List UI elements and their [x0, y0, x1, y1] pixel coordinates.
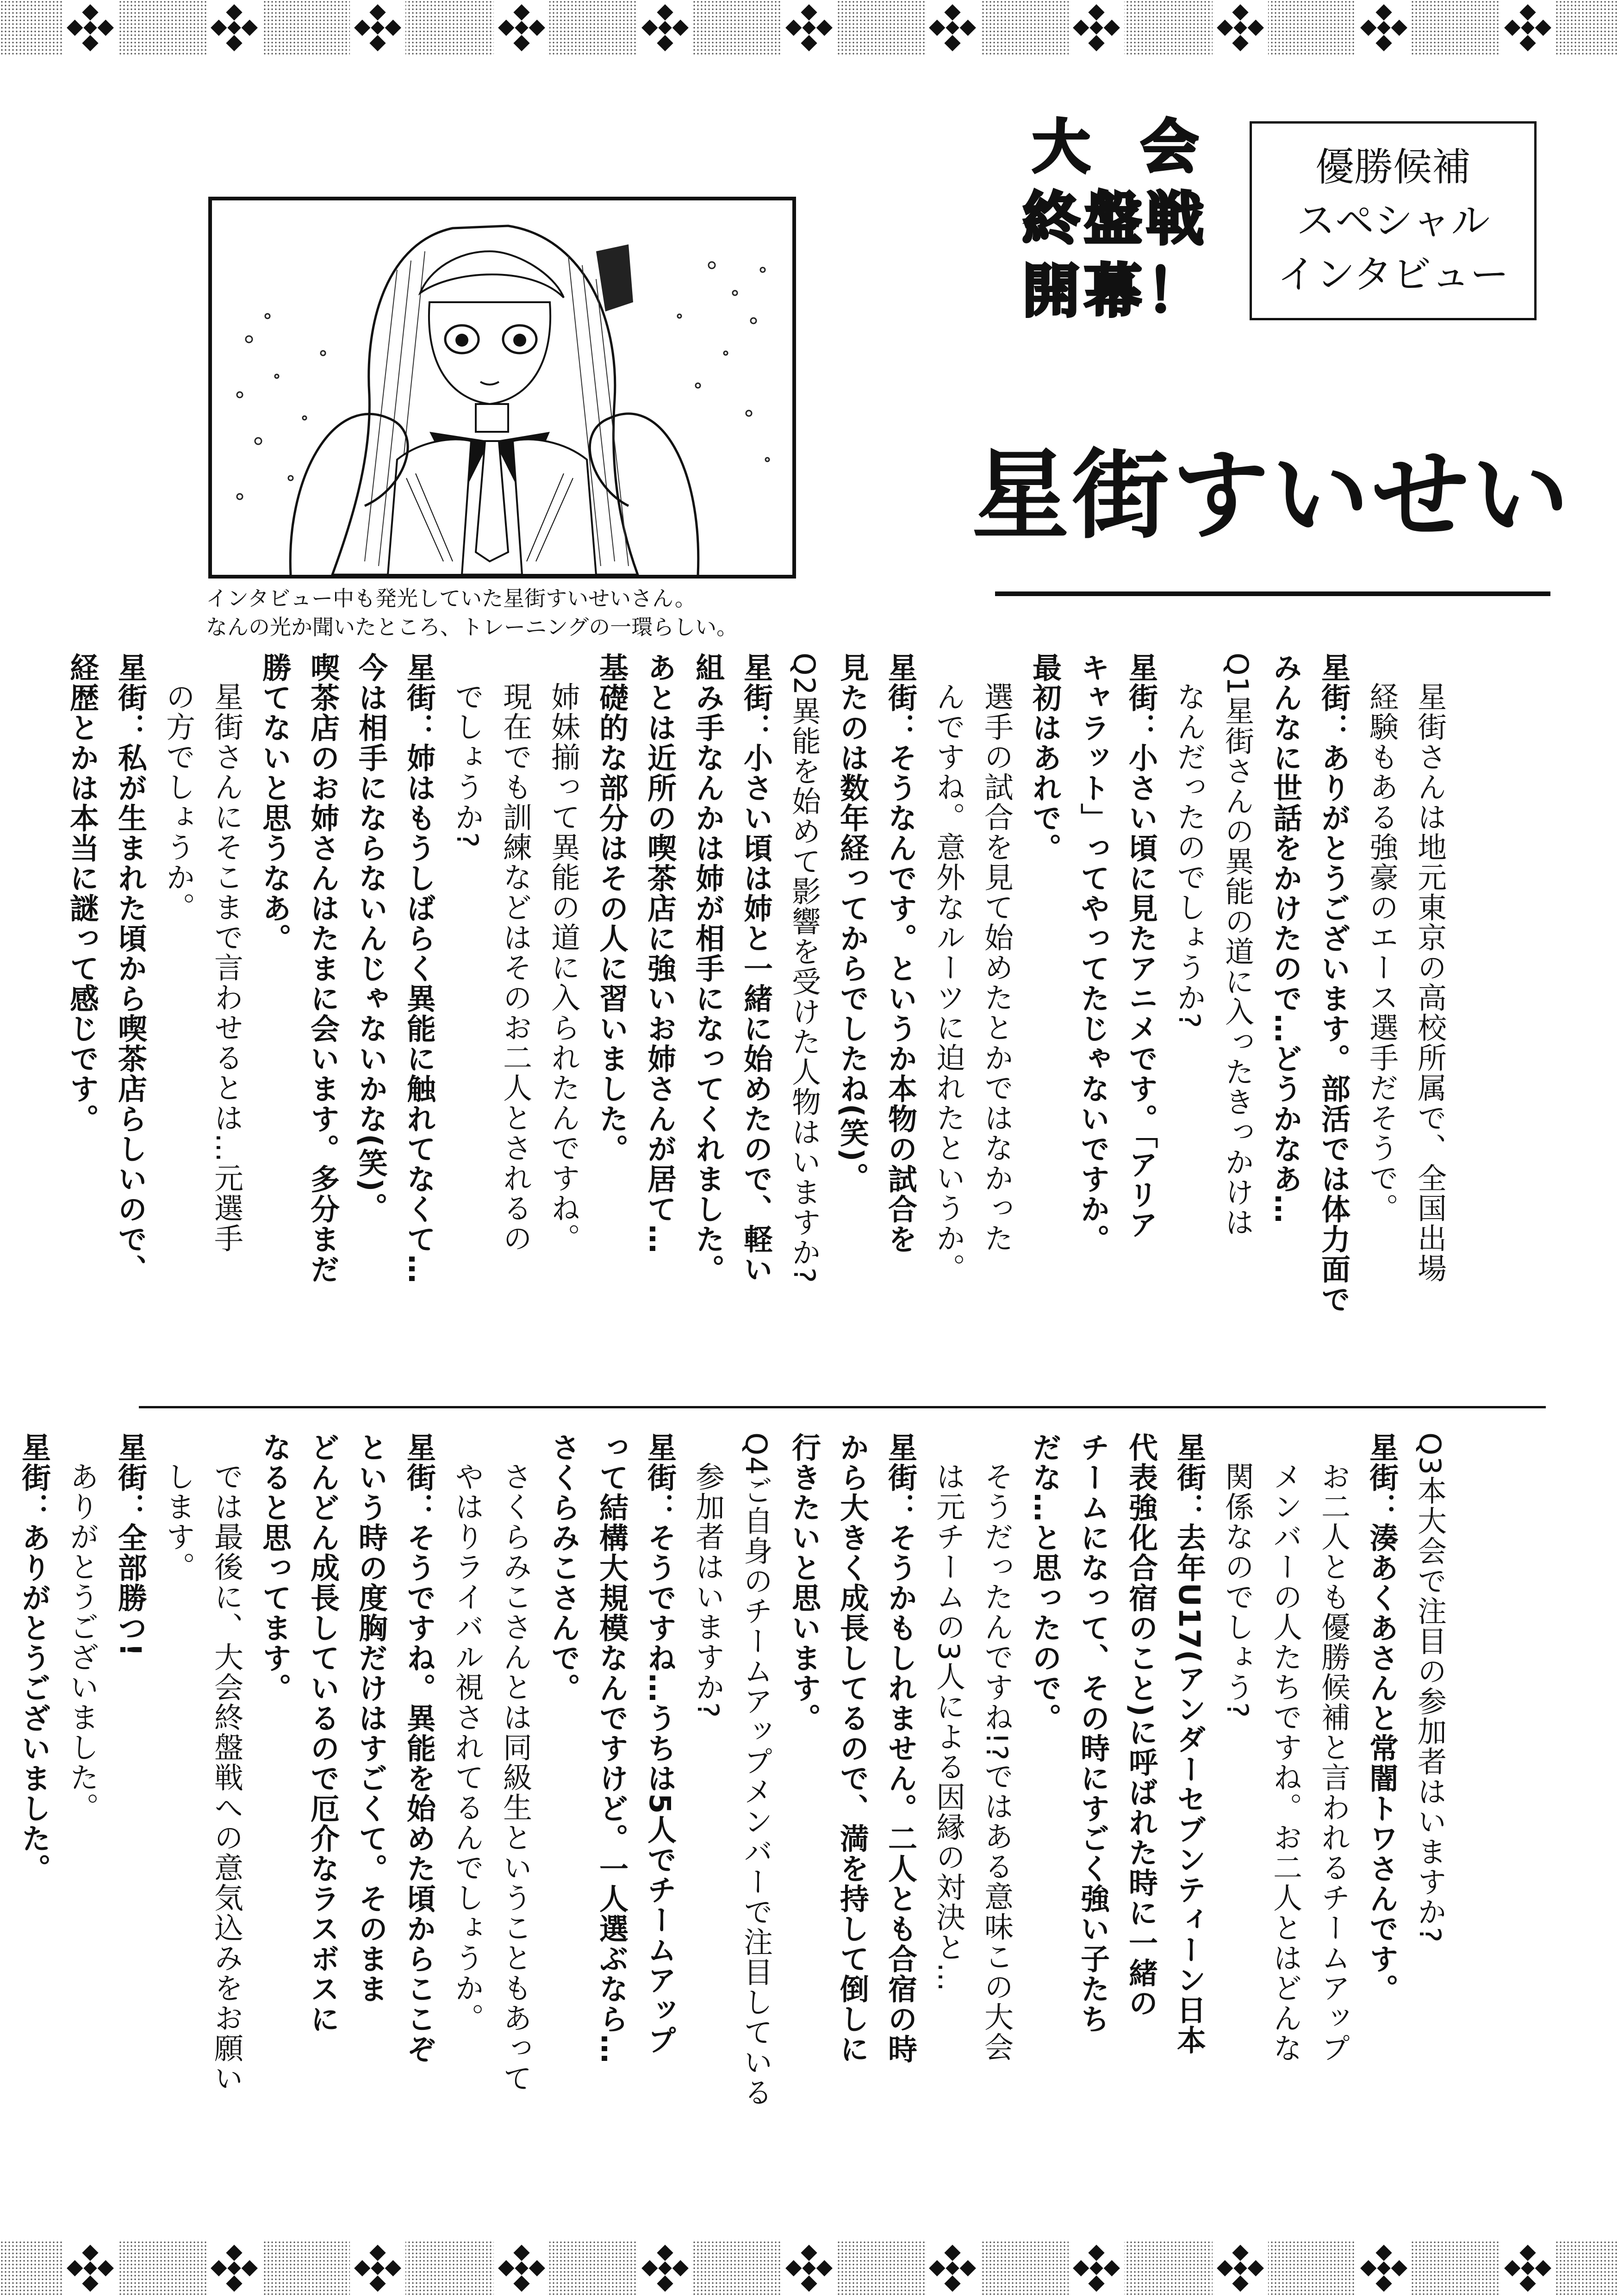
answer-line: 組み手なんかは姉が相手になってくれました。: [691, 653, 725, 1284]
question-line: 星街さんは地元東京の高校所属で、全国出場: [1413, 682, 1447, 1283]
illustration-drawing: [212, 200, 792, 575]
question-line: 関係なのでしょう?: [1220, 1462, 1254, 1719]
caption-line-2: なんの光か聞いたところ、トレーニングの一環らしい。: [206, 615, 738, 640]
answer-line: 星街：そうですね。異能を始めた頃からここぞ: [402, 1432, 436, 2064]
question-line: 星街さんにそこまで言わせるとは…元選手: [210, 682, 243, 1253]
question-line: メンバーの人たちですね。お二人とはどんな: [1269, 1462, 1302, 2063]
interview-section-2: [17, 1432, 1454, 2154]
name-underline: [995, 591, 1550, 596]
caption-line-1: インタビュー中も発光していた星街すいせいさん。: [206, 586, 696, 611]
answer-line: だな…と思ったので。: [1028, 1432, 1062, 1733]
diamond-motif-icon: [494, 0, 549, 56]
bottom-band-motifs: [0, 2240, 1618, 2296]
answer-line: 最初はあれで。: [1028, 653, 1062, 863]
diamond-motif-icon: [1213, 2240, 1268, 2296]
diamond-motif-icon: [1500, 2240, 1556, 2296]
question-line: 経験もある強豪のエース選手だそうで。: [1365, 682, 1399, 1223]
answer-line: なると思ってます。: [258, 1432, 292, 1703]
diamond-motif-icon: [350, 2240, 405, 2296]
question-line: やはりライバル視されてるんでしょうか。: [450, 1462, 484, 2033]
answer-line: って結構大規模なんですけど。一人選ぶなら…: [595, 1432, 629, 2064]
question-line: します。: [162, 1462, 195, 1582]
diamond-motif-icon: [925, 0, 980, 56]
answer-line: 今は相手にならないんじゃないかな(笑)。: [354, 653, 388, 1223]
answer-line: どんどん成長しているので厄介なラスボスに: [306, 1432, 340, 2034]
tournament-badge: [1018, 111, 1249, 328]
diamond-motif-icon: [1069, 0, 1124, 56]
interviewee-name: 星街すいせい: [972, 438, 1572, 552]
answer-line: 経歴とかは本当に謎って感じです。: [65, 653, 99, 1134]
section-divider: [139, 1406, 1546, 1408]
answer-line: 星街：小さい頃に見たアニメです。「アリア: [1124, 653, 1158, 1240]
question-line: Q3本大会で注目の参加者はいますか?: [1413, 1432, 1447, 1944]
question-line: 参加者はいますか?: [691, 1462, 725, 1719]
box-line-2: スペシャル: [1296, 198, 1490, 243]
answer-line: という時の度胸だけはすごくて。そのまま: [354, 1432, 388, 2004]
box-line-1: 優勝候補: [1315, 144, 1471, 190]
question-line: お二人とも優勝候補と言われるチームアップ: [1317, 1462, 1350, 2063]
answer-line: 星街：そうなんです。というか本物の試合を: [884, 653, 917, 1254]
interview-title-box: [1250, 121, 1537, 320]
diamond-motif-icon: [62, 2240, 118, 2296]
badge-line-1: 大会: [1032, 114, 1249, 180]
character-illustration: [208, 197, 796, 579]
top-pattern-band: [0, 0, 1618, 56]
answer-line: さくらみこさんで。: [547, 1432, 580, 1703]
question-line: 現在でも訓練などはそのお二人とされるの: [498, 682, 532, 1253]
diamond-motif-icon: [1213, 0, 1268, 56]
diamond-motif-icon: [1356, 2240, 1412, 2296]
answer-line: 基礎的な部分はその人に習いました。: [595, 653, 629, 1164]
diamond-motif-icon: [781, 0, 837, 56]
question-line: の方でしょうか。: [162, 682, 195, 922]
answer-line: 星街：ありがとうございます。部活では体力面で: [1317, 653, 1350, 1314]
question-line: ありがとうございました。: [65, 1462, 99, 1823]
answer-line: 星街：全部勝つ!: [113, 1432, 147, 1657]
diamond-motif-icon: [62, 0, 118, 56]
badge-line-2: 終盤戦: [1022, 186, 1208, 253]
answer-line: 喫茶店のお姉さんはたまに会います。多分まだ: [306, 653, 340, 1284]
answer-line: 見たのは数年経ってからでしたね(笑)。: [835, 653, 869, 1193]
question-line: 姉妹揃って異能の道に入られたんですね。: [547, 682, 580, 1253]
answer-line: 星街：小さい頃は姉と一緒に始めたので、軽い: [739, 653, 773, 1284]
question-line: では最後に、大会終盤戦への意気込みをお願い: [210, 1462, 243, 2093]
diamond-motif-icon: [1356, 0, 1412, 56]
answer-line: あとは近所の喫茶店に強いお姉さんが居て…: [643, 653, 677, 1254]
answer-line: 星街：湊あくあさんと常闇トワさんです。: [1365, 1432, 1399, 2004]
question-line: Q4ご自身のチームアップメンバーで注目している: [739, 1432, 773, 2108]
question-line: そうだったんですね!?ではある意味この大会: [980, 1462, 1014, 2062]
diamond-motif-icon: [206, 0, 262, 56]
question-line: んですね。意外なルーツに迫れたというか。: [932, 682, 965, 1283]
question-line: Q2異能を始めて影響を受けた人物はいますか?: [787, 653, 821, 1284]
answer-line: 星街：ありがとうございました。: [17, 1432, 51, 1884]
diamond-motif-icon: [494, 2240, 549, 2296]
diamond-motif-icon: [925, 2240, 980, 2296]
illustration-caption: [206, 584, 854, 641]
bottom-pattern-band: [0, 2240, 1618, 2296]
interview-section-1: [65, 653, 1454, 1365]
box-line-3: インタビュー: [1277, 252, 1509, 297]
answer-line: 星街：そうですね…うちは5人でチームアップ: [643, 1432, 677, 2055]
answer-line: 星街：去年U17(アンダーセブンティーン日本: [1172, 1432, 1206, 2055]
question-line: Q1星街さんの異能の道に入ったきっかけは: [1220, 653, 1254, 1238]
question-line: なんだったのでしょうか?: [1172, 682, 1206, 1029]
question-line: 選手の試合を見て始めたとかではなかった: [980, 682, 1014, 1253]
diamond-motif-icon: [1069, 2240, 1124, 2296]
answer-line: 星街：姉はもうしばらく異能に触れてなくて…: [402, 653, 436, 1284]
diamond-motif-icon: [781, 2240, 837, 2296]
answer-line: から大きく成長してるので、満を持して倒しに: [835, 1432, 869, 2064]
answer-line: 代表強化合宿のこと)に呼ばれた時に一緒の: [1124, 1432, 1158, 2018]
question-line: でしょうか?: [450, 682, 484, 849]
answer-line: キャラット」ってやってたじゃないですか。: [1076, 653, 1110, 1254]
answer-line: チームになって、その時にすごく強い子たち: [1076, 1432, 1110, 2034]
answer-line: 行きたいと思います。: [787, 1432, 821, 1733]
answer-line: 勝てないと思うなあ。: [258, 653, 292, 953]
answer-line: 星街：私が生まれた頃から喫茶店らしいので、: [113, 653, 147, 1284]
top-band-motifs: [0, 0, 1618, 56]
diamond-motif-icon: [637, 0, 693, 56]
diamond-motif-icon: [350, 0, 405, 56]
question-line: は元チームの3人による因縁の対決と…: [932, 1462, 965, 1993]
diamond-motif-icon: [206, 2240, 262, 2296]
answer-line: みんなに世話をかけたので…どうかなあ…: [1269, 653, 1302, 1224]
question-line: さくらみこさんとは同級生ということもあって: [498, 1462, 532, 2093]
diamond-motif-icon: [637, 2240, 693, 2296]
diamond-motif-icon: [1500, 0, 1556, 56]
answer-line: 星街：そうかもしれません。二人とも合宿の時: [884, 1432, 917, 2064]
badge-line-3: 開幕！: [1022, 258, 1208, 325]
